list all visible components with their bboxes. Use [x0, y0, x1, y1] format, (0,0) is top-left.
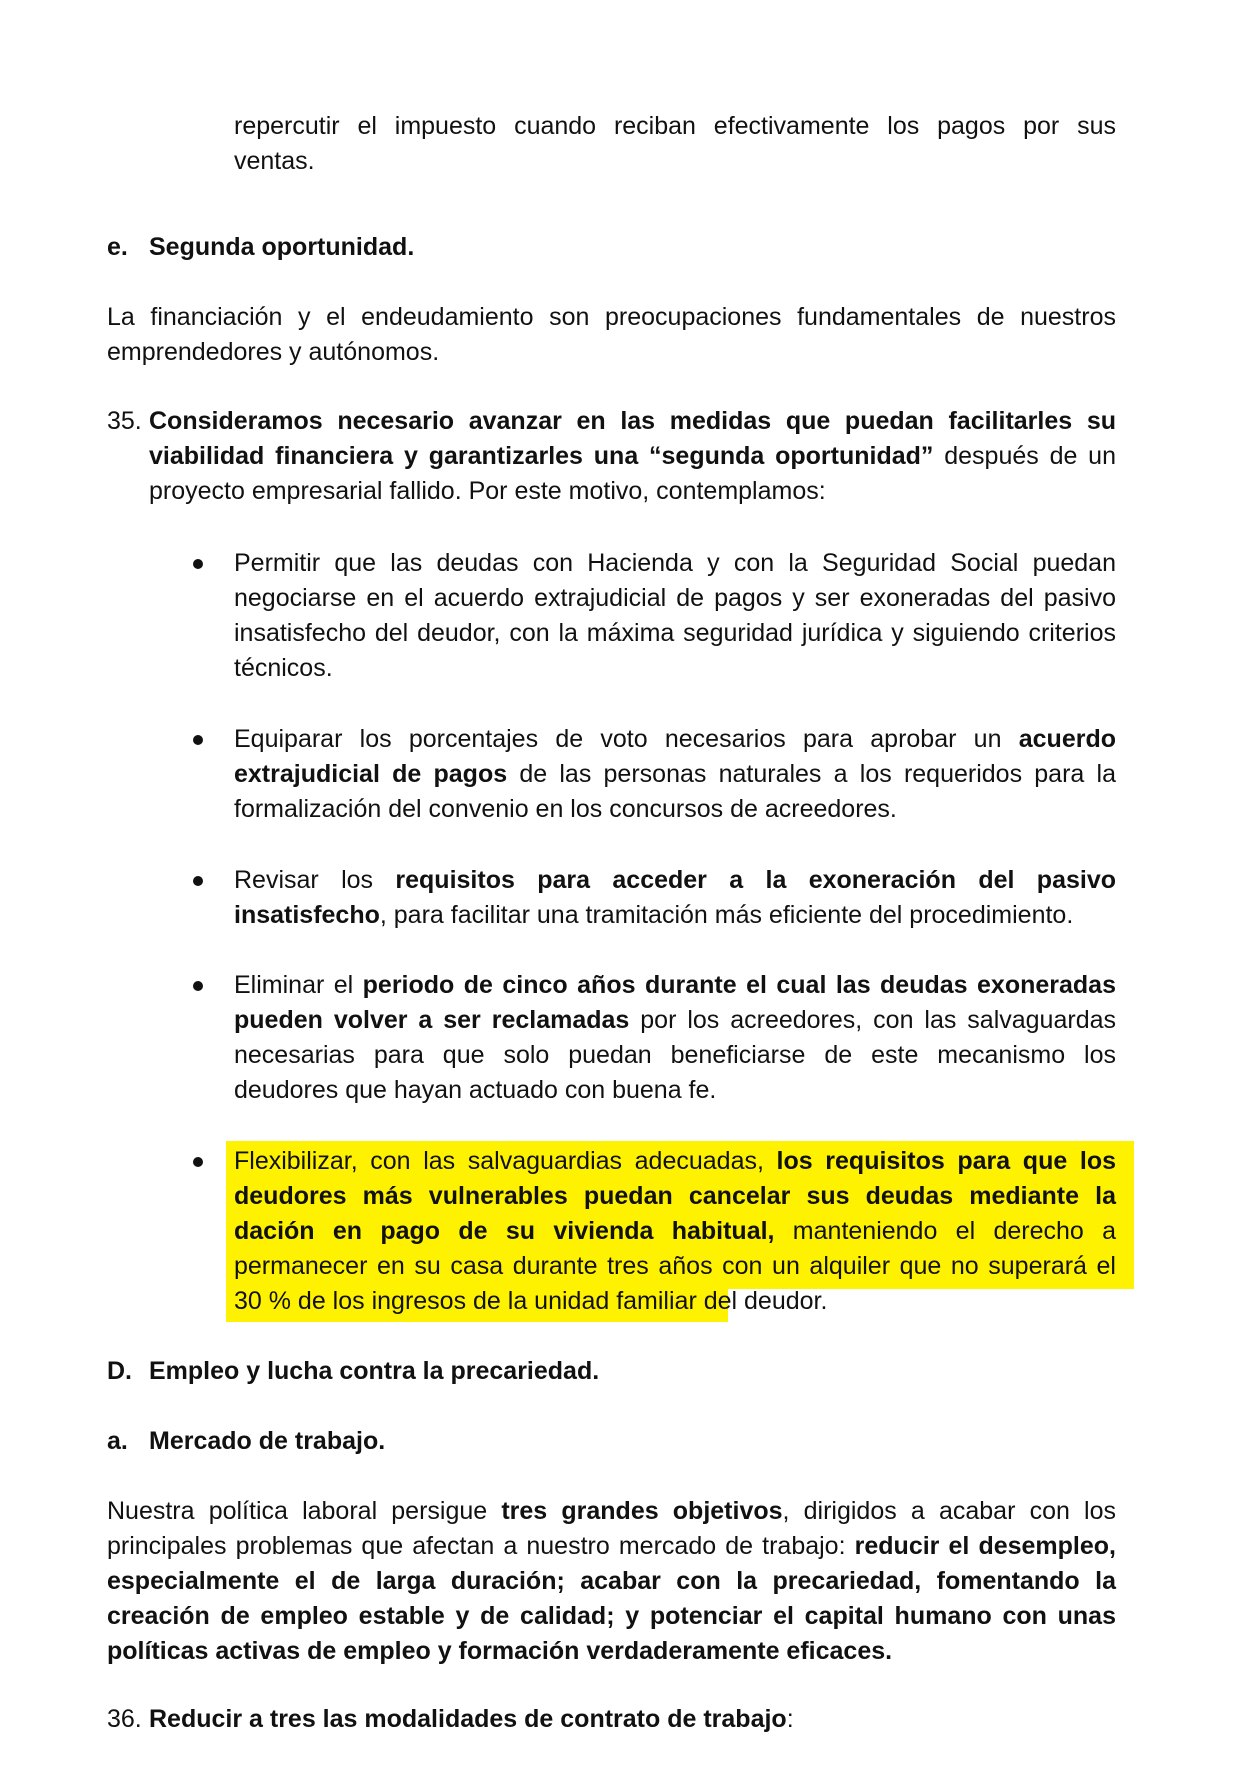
bullet-item-5: [234, 1144, 1116, 1319]
item-36-number: 36.: [107, 1705, 142, 1733]
continuation-line-1: repercutir el impuesto cuando reciban efectivamente los pagos por sus: [234, 112, 1116, 140]
bullet-item-3: [234, 863, 1116, 933]
heading-e-marker: e.: [107, 233, 128, 261]
bullet-dot-3: [193, 876, 203, 886]
bullet-item-2: [234, 722, 1116, 827]
continuation-paragraph: [234, 109, 1116, 179]
item-35-number: 35.: [107, 407, 142, 435]
labor-text-b: , dirigidos a acabar con los principales problemas que afectan a nuestro mercado de trabajo:: [107, 1497, 1116, 1560]
heading-D-title: Empleo y lucha contra la precariedad.: [149, 1357, 600, 1385]
heading-a-marker: a.: [107, 1427, 128, 1455]
item-35-rest-text: después de un proyecto empresarial fallido. Por este motivo, contemplamos:: [149, 442, 1116, 505]
bullet-4-text-b: por los acreedores, con las salvaguardas necesarias para que solo puedan beneficiarse de este mecanismo los deudores que hayan actuado con buena fe.: [234, 1006, 1117, 1104]
labor-text-a: Nuestra política laboral persigue: [107, 1497, 502, 1525]
bullet-dot-1: [193, 559, 203, 569]
heading-e-title: Segunda oportunidad.: [149, 233, 415, 261]
intro-paragraph: La financiación y el endeudamiento son preocupaciones fundamentales de nuestros emprendedores y autónomos.: [107, 303, 1116, 366]
bullet-2-text-b: de las personas naturales a los requeridos para la formalización del convenio en los concursos de acreedores.: [234, 760, 1116, 823]
item-36-rest: :: [786, 1705, 794, 1733]
bullet-5-text-b: manteniendo el derecho a permanecer en su casa durante tres años con un alquiler que no superará el 30 % de los ingresos de la unidad familiar del deudor.: [234, 1217, 1116, 1315]
bullet-dot-2: [193, 735, 203, 745]
heading-a-title: Mercado de trabajo.: [149, 1427, 386, 1455]
labor-policy-paragraph: [107, 1494, 1116, 1669]
item-36-bold: Reducir a tres las modalidades de contrato de trabajo: [149, 1705, 787, 1733]
bullet-dot-5: [193, 1157, 203, 1167]
bullet-5-text-a: Flexibilizar, con las salvaguardias adecuadas,: [234, 1147, 777, 1175]
item-35-bold-text: Consideramos necesario avanzar en las medidas que puedan facilitarles su viabilidad financiera y garantizarles una “segunda oportunidad”: [149, 407, 1116, 470]
continuation-line-2: ventas.: [234, 147, 315, 175]
bullet-3-text-b: , para facilitar una tramitación más eficiente del procedimiento.: [379, 901, 1074, 929]
bullet-4-text-a: Eliminar el: [234, 971, 363, 999]
labor-bold-a: tres grandes objetivos: [501, 1497, 783, 1525]
bullet-item-1: Permitir que las deudas con Hacienda y con la Seguridad Social puedan negociarse en el acuerdo extrajudicial de pagos y ser exoneradas del pasivo insatisfecho del deudor, con la máxima seguridad jurídica y siguiendo criterios técnicos.: [234, 549, 1116, 682]
item-35-paragraph: [149, 404, 1116, 509]
bullet-2-bold: acuerdo extrajudicial de pagos: [234, 725, 1116, 788]
bullet-item-4: [234, 968, 1116, 1108]
bullet-dot-4: [193, 981, 203, 991]
bullet-3-text-a: Revisar los: [234, 866, 396, 894]
bullet-4-bold: periodo de cinco años durante el cual las deudas exoneradas pueden volver a ser reclamadas: [234, 971, 1116, 1034]
item-36-text: [149, 1702, 794, 1737]
bullet-2-text-a: Equiparar los porcentajes de voto necesarios para aprobar un: [234, 725, 1019, 753]
labor-bold-b: reducir el desempleo, especialmente el de larga duración; acabar con la precariedad, fomentando la creación de empleo estable y de calidad; y potenciar el capital humano con unas políticas activas de empleo y formación verdaderamente eficaces.: [107, 1532, 1116, 1665]
heading-D-marker: D.: [107, 1357, 132, 1385]
bullet-3-bold: requisitos para acceder a la exoneración del pasivo insatisfecho: [234, 866, 1116, 929]
bullet-5-bold: los requisitos para que los deudores más vulnerables puedan cancelar sus deudas mediante la dación en pago de su vivienda habitual,: [234, 1147, 1116, 1245]
